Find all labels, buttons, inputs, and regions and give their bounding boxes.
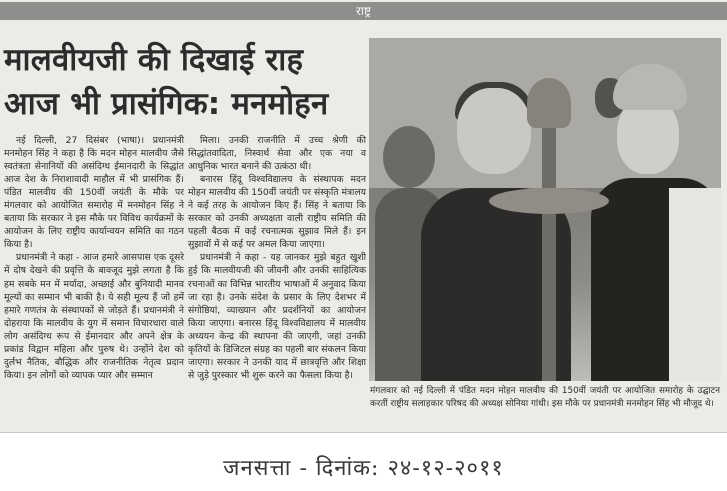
ceremonial-lamp-stem (542, 108, 556, 381)
handwritten-source-note: जनसत्ता - दिनांक: २४-१२-२०११ (223, 456, 504, 481)
photo-figure-right-shirt (669, 188, 721, 381)
photo-figure-left-head (383, 126, 435, 188)
headline-line-2: आज भी प्रासंगिक: मनमोहन (4, 86, 329, 122)
article-column-2 (188, 134, 366, 382)
section-label: राष्ट्र (355, 4, 372, 18)
photo-credit: ए.पी. (698, 367, 715, 376)
article-paragraph: प्रधानमंत्री ने कहा - आज हमारे आसपास एक दूसरे में दोष देखने की प्रवृत्ति के बावजूद मुझे लगता है कि हम सबके मन में मर्यादा, अच्छाई और बुनियादी मानव मूल्यों का सम्मान भी बाकी है। ये सही मूल्य हैं जो हमें हमारे गणतंत्र के संस्थापकों से जोड़ते हैं। प्रधानमंत्री ने दोहराया कि मालवीय के युग में समान विचारधारा वाले लोग असंदिग्ध रूप से ईमानदार और अपने क्षेत्र के प्रकांड विद्वान महिला और पुरुष थे। उन्होंने देश को दुर्लभ नैतिक, बौद्धिक और राजनीतिक नेतृत्व प्रदान किया। इन लोगों को व्यापक प्यार और सम्मान (4, 252, 184, 381)
ceremonial-lamp-dish (489, 188, 609, 214)
article-paragraph: बनारस हिंदू विश्वविद्यालय के संस्थापक मदन मोहन मालवीय की 150वीं जयंती पर संस्कृति मंत्रालय ने कई तरह के आयोजन किए हैं। सिंह ने बताया कि सरकार को उनकी अध्यक्षता वाली राष्ट्रीय समिति की पहली बैठक में कई रचनात्मक सुझाव मिले हैं। इन सुझावों में से कई पर अमल किया जाएगा। (188, 174, 366, 251)
news-photo (369, 38, 721, 381)
photo-caption: मंगलवार को नई दिल्ली में पंडित मदन मोहन मालवीय की 150वीं जयंती पर आयोजित समारोह के उद्घाटन करतीं राष्ट्रीय सलाहकार परिषद की अध्यक्ष सोनिया गांधी। इस मौके पर प्रधानमंत्री मनमोहन सिंह भी मौजूद थे। (370, 386, 720, 409)
headline (4, 38, 366, 126)
photo-figure-center-head (457, 88, 531, 174)
headline-line-1: मालवीयजी की दिखाई राह (4, 42, 304, 78)
article-paragraph: नई दिल्ली, 27 दिसंबर (भाषा)। प्रधानमंत्री मनमोहन सिंह ने कहा है कि मदन मोहन मालवीय जैसे स्वतंत्रता सेनानियों की असंदिग्ध ईमानदारी के सिद्धांत आज देश के निराशावादी माहौल में भी प्रासंगिक हैं। पंडित मालवीय की 150वीं जयंती के मौके पर मंगलवार को आयोजित समारोह में मनमोहन सिंह ने बताया कि सरकार ने इस मौके पर विविध कार्यक्रमों के आयोजन के लिए राष्ट्रीय कार्यान्वयन समिति का गठन किया है। (4, 135, 184, 251)
article-column-1 (4, 134, 184, 382)
article-paragraph: प्रधानमंत्री ने कहा - यह जानकर मुझे बहुत खुशी हुई कि मालवीयजी की जीवनी और उनकी साहित्यिक रचनाओं का विभिन्न भारतीय भाषाओं में अनुवाद किया जा रहा है। उनके संदेश के प्रसार के लिए देशभर में संगोष्ठियां, व्याख्यान और प्रदर्शनियों का आयोजन किया जाएगा। बनारस हिंदू विश्वविद्यालय में मालवीय अध्ययन केन्द्र की स्थापना की जाएगी, जहां उनकी कृतियों के डिजिटल संग्रह का पहली बार संकलन किया जाएगा। सरकार ने उनकी याद में छात्रवृत्ति और शिक्षा से जुड़े पुरस्कार भी शुरू करने का फैसला किया है। (188, 252, 366, 381)
ceremonial-lamp-top (527, 78, 571, 128)
article-paragraph: मिला। उनकी राजनीति में उच्च श्रेणी की सिद्धांतवादिता, निस्वार्थ सेवा और एक नया व आधुनिक भारत बनाने की उत्कंठा थी। (188, 135, 366, 173)
